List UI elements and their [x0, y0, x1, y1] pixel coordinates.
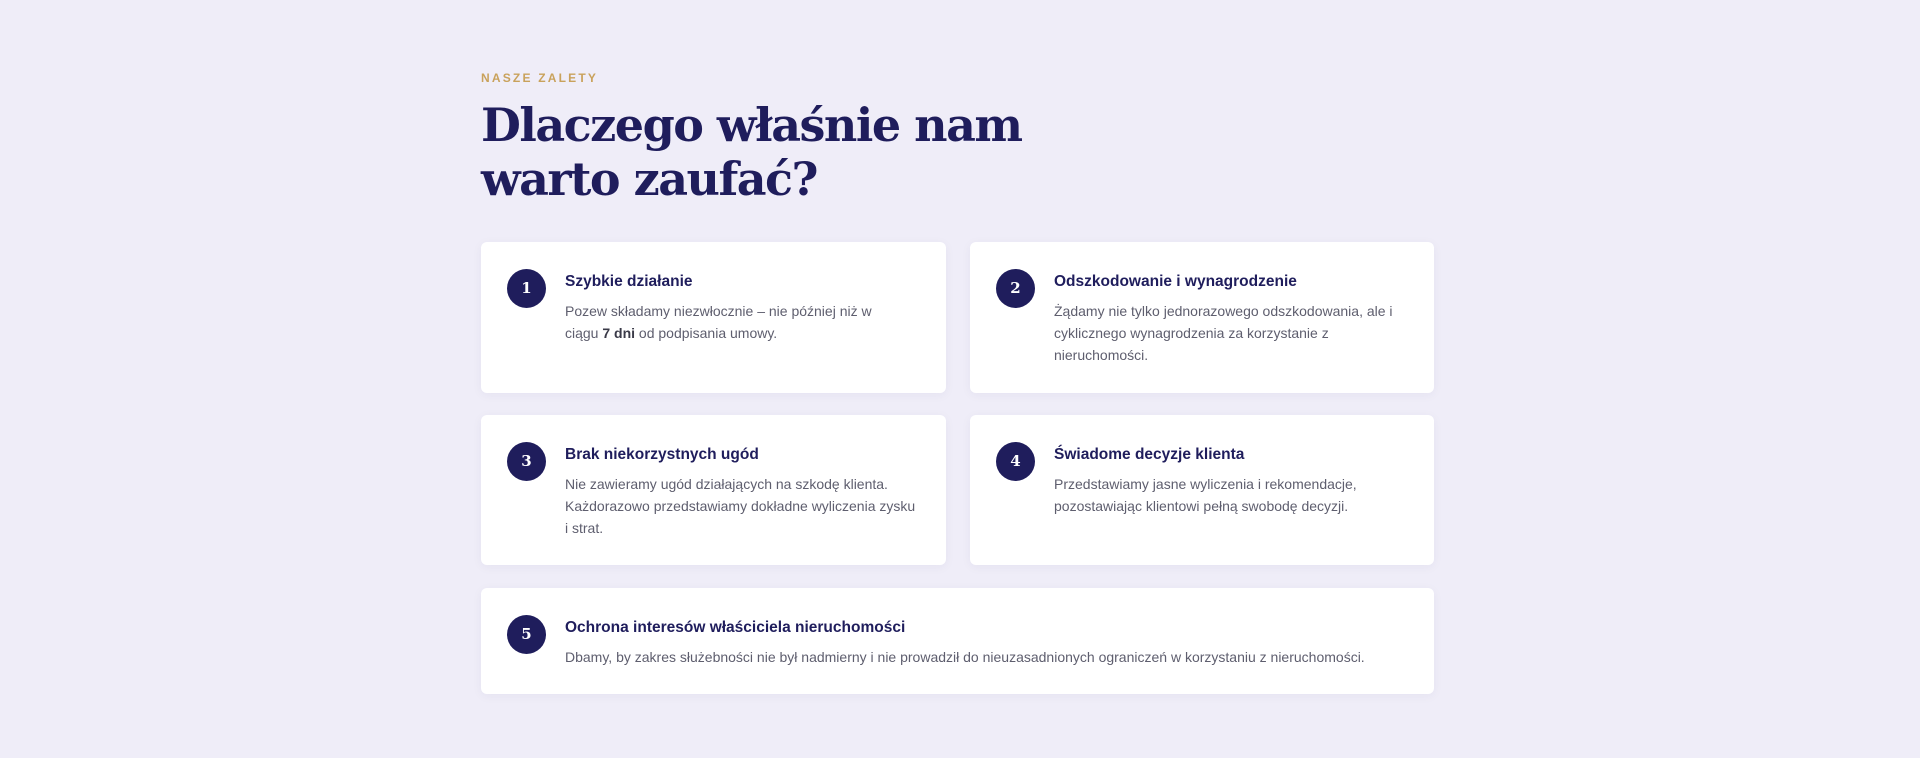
card-text-part: Pozew składamy niezwłocznie – nie później niż w ciągu [565, 303, 872, 341]
section-heading: Dlaczego właśnie nam warto zaufać? [481, 98, 1022, 206]
advantage-card-3 [481, 415, 946, 565]
advantage-card-5 [481, 588, 1434, 694]
card-text: Dbamy, by zakres służebności nie był nadmierny i nie prowadził do nieuzasadnionych ograniczeń w korzystaniu z nieruchomości. [565, 649, 1365, 665]
number-badge: 1 [507, 269, 546, 308]
number-badge: 3 [507, 442, 546, 481]
card-text: Przedstawiamy jasne wyliczenia i rekomendacje, pozostawiając klientowi pełną swobodę decyzji. [1054, 476, 1357, 514]
card-title: Brak niekorzystnych ugód [565, 446, 759, 463]
card-text: Nie zawieramy ugód działających na szkodę klienta. Każdorazowo przedstawiamy dokładne wyliczenia zysku i strat. [565, 476, 916, 536]
advantage-card-1 [481, 242, 946, 393]
card-text-bold: 7 dni [602, 325, 636, 341]
number-badge: 2 [996, 269, 1035, 308]
card-title: Świadome decyzje klienta [1054, 446, 1245, 463]
card-title: Odszkodowanie i wynagrodzenie [1054, 273, 1297, 290]
card-text-part: od podpisania umowy. [635, 325, 778, 341]
number-badge: 4 [996, 442, 1035, 481]
card-title: Ochrona interesów właściciela nieruchomości [565, 619, 906, 636]
section-eyebrow: NASZE ZALETY [481, 71, 599, 85]
card-text: Żądamy nie tylko jednorazowego odszkodowania, ale i cyklicznego wynagrodzenia za korzystanie z nieruchomości. [1054, 303, 1393, 363]
card-title: Szybkie działanie [565, 273, 693, 290]
advantage-card-2 [970, 242, 1434, 393]
advantage-card-4 [970, 415, 1434, 565]
number-badge: 5 [507, 615, 546, 654]
card-text [565, 300, 905, 344]
